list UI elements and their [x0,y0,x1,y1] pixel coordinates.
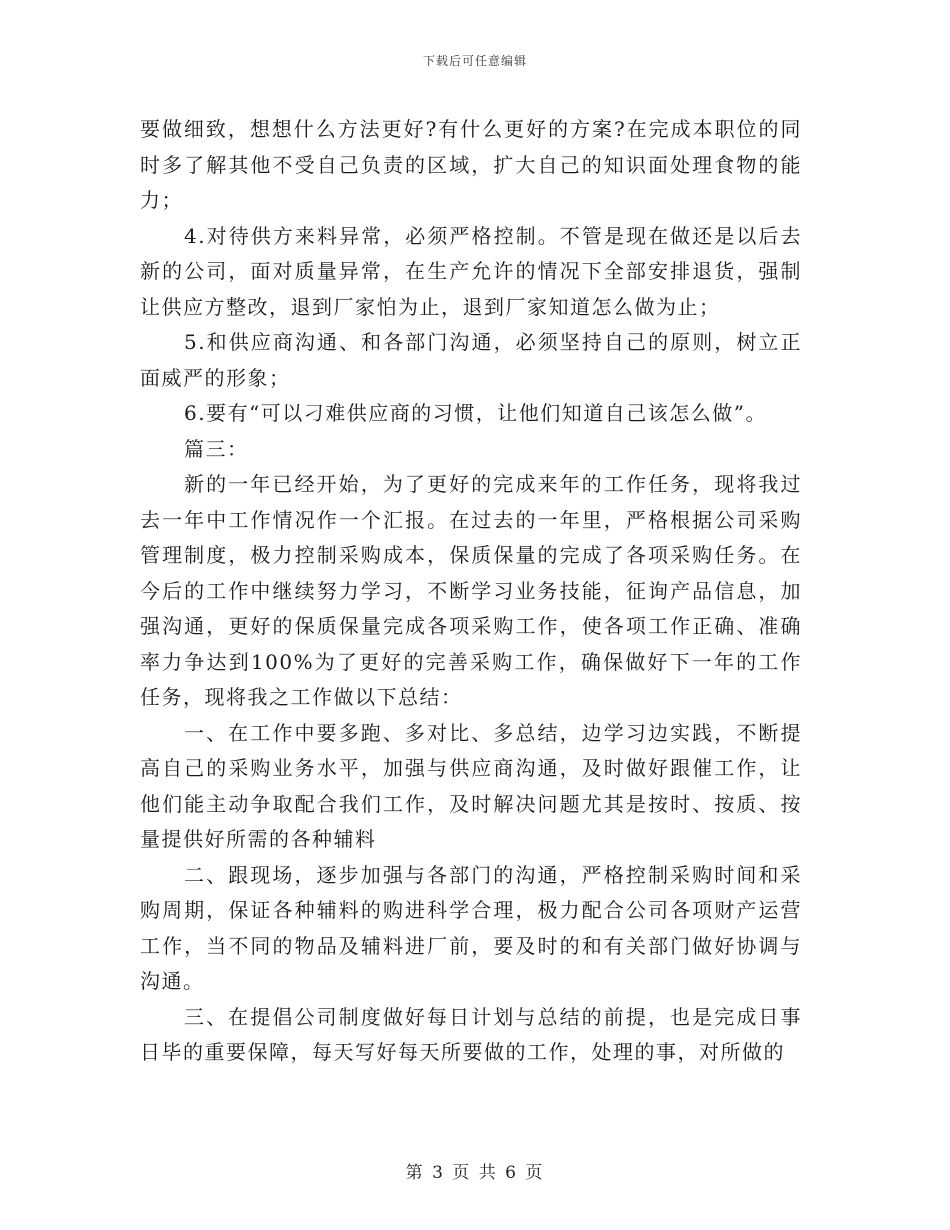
paragraph-item-4: 4.对待供方来料异常，必须严格控制。不管是现在做还是以后去新的公司，面对质量异常，在生产允许的情况下全部安排退货，强制让供应方整改，退到厂家怕为止，退到厂家知道怎么做为止； [140,223,802,319]
page-number-footer: 第 3 页 共 6 页 [405,1163,545,1183]
section-heading: 篇三： [184,436,249,461]
paragraph-point-1: 一、在工作中要多跑、多对比、多总结，边学习边实践，不断提高自己的采购业务水平，加强与供应商沟通，及时做好跟催工作，让他们能主动争取配合我们工作，及时解决问题尤其是按时、按质、按量提供好所需的各种辅料 [140,720,802,851]
paragraph-point-3: 三、在提倡公司制度做好每日计划与总结的前提，也是完成日事日毕的重要保障，每天写好每天所要做的工作，处理的事，对所做的 [140,1004,802,1064]
paragraph-item-5: 5.和供应商沟通、和各部门沟通，必须坚持自己的原则，树立正面威严的形象； [140,330,802,390]
paragraph-continuation: 要做细致，想想什么方法更好?有什么更好的方案?在完成本职位的同时多了解其他不受自己负责的区域，扩大自己的知识面处理食物的能力； [140,117,802,212]
paragraph-point-2: 二、跟现场，逐步加强与各部门的沟通，严格控制采购时间和采购周期，保证各种辅料的购进科学合理，极力配合公司各项财产运营工作，当不同的物品及辅料进厂前，要及时的和有关部门做好协调与沟通。 [140,862,802,993]
document-body [140,112,802,1071]
page-header: 下载后可任意编辑 [422,54,527,68]
paragraph-intro: 新的一年已经开始，为了更好的完成来年的工作任务，现将我过去一年中工作情况作一个汇报。在过去的一年里，严格根据公司采购管理制度，极力控制采购成本，保质保量的完成了各项采购任务。在今后的工作中继续努力学习，不断学习业务技能，征询产品信息，加强沟通，更好的保质保量完成各项采购工作，使各项工作正确、准确率力争达到100%为了更好的完善采购工作，确保做好下一年的工作任务，现将我之工作做以下总结： [140,472,802,709]
paragraph-item-6: 6.要有“可以刁难供应商的习惯，让他们知道自己该怎么做”。 [184,401,768,425]
